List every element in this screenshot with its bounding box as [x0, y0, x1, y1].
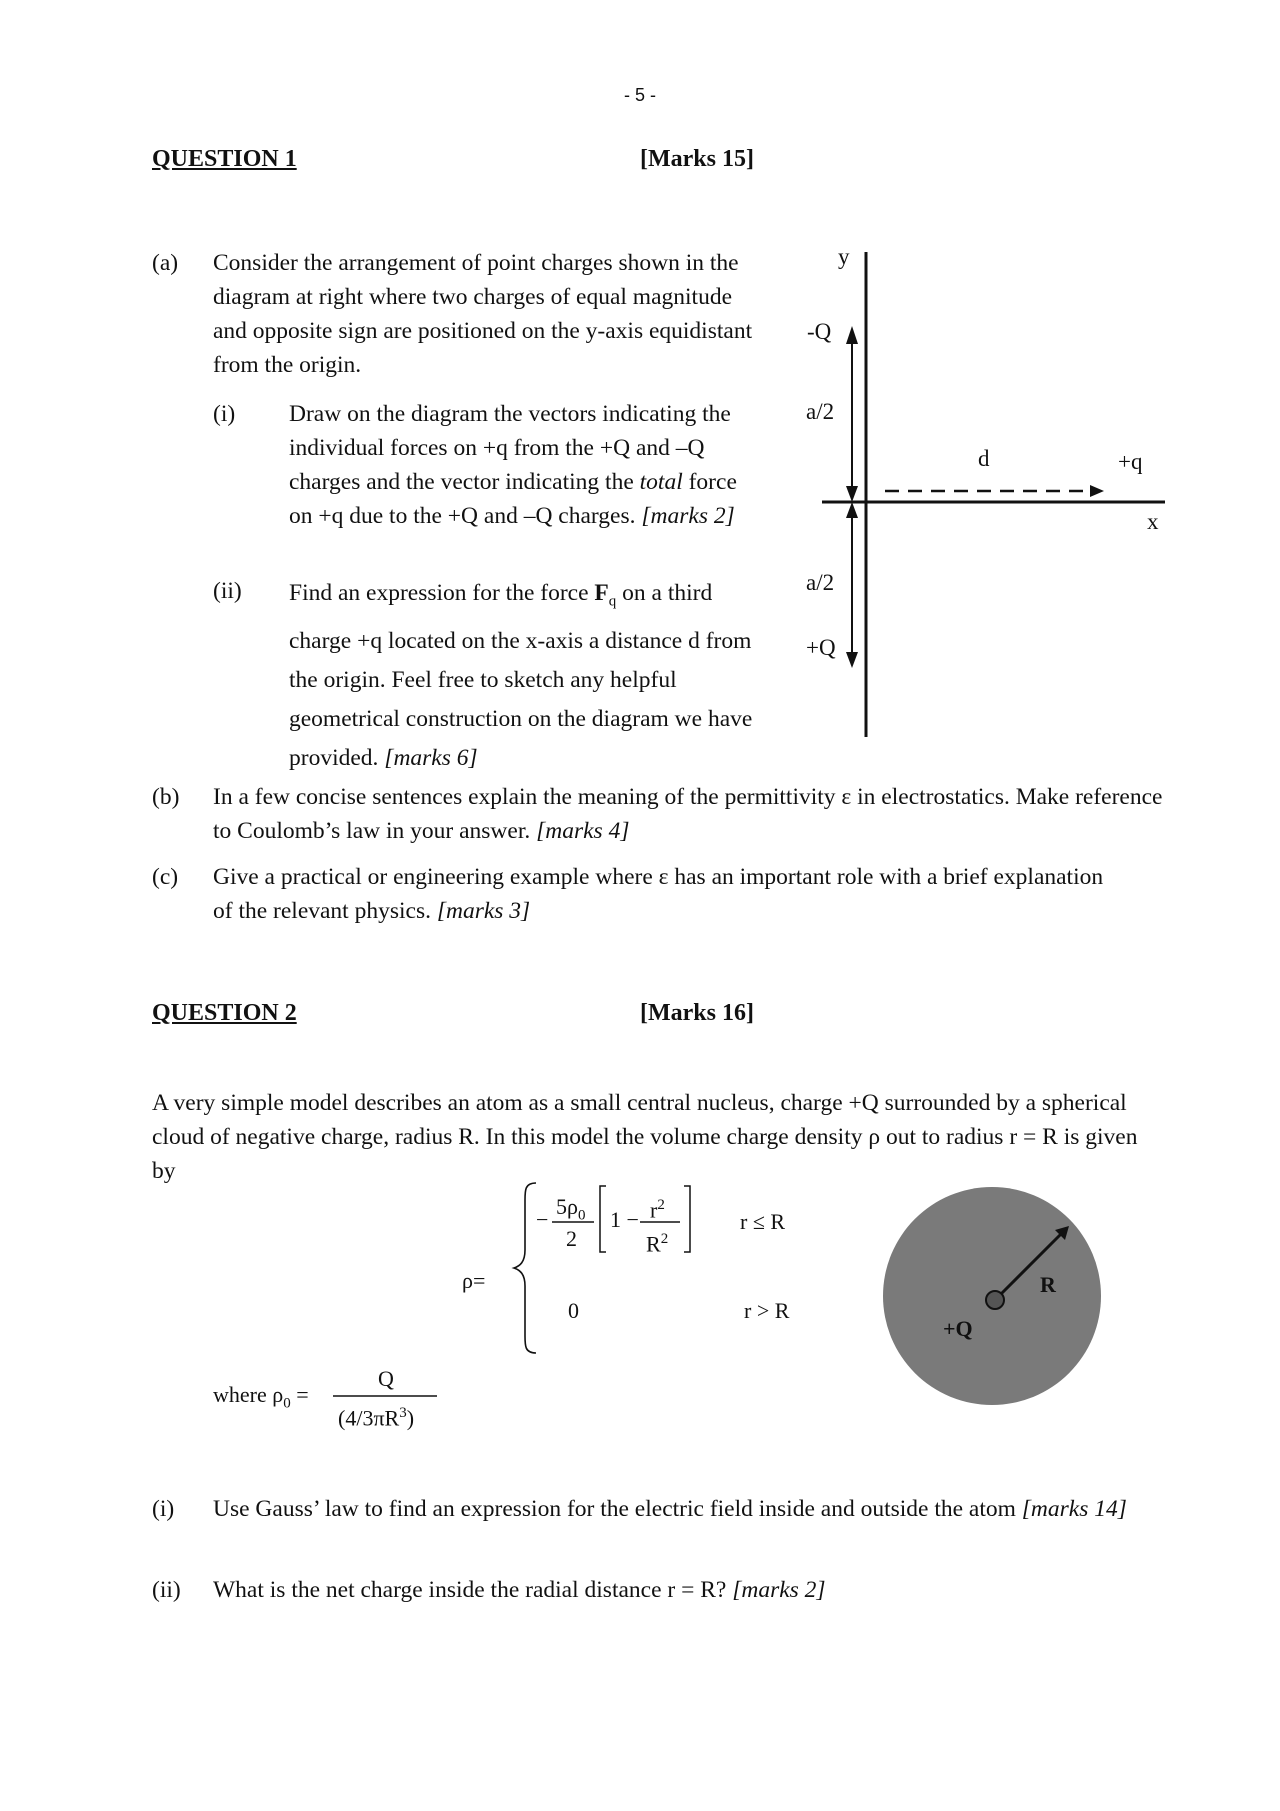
part-c-label: (c): [152, 864, 179, 890]
negative-charge-label: -Q: [807, 319, 832, 344]
positive-charge-label: +Q: [806, 635, 836, 660]
page-number: - 5 -: [623, 85, 656, 105]
part-b-text: In a few concise sentences explain the meaning of the permittivity ε in electrostatics. Make reference to Coulomb’s law in your answer. [marks 4]: [213, 784, 1163, 844]
y-axis-label: y: [838, 244, 850, 269]
question-2-title: QUESTION 2: [152, 1000, 297, 1026]
rho0-denominator: $(4/3\pi R^3)$: [338, 1405, 415, 1431]
test-charge-label: +q: [1118, 449, 1143, 474]
nucleus-label: +Q: [943, 1316, 973, 1341]
part-a-text: Consider the arrangement of point charges shown in the diagram at right where two charges of equal magnitude and opposite sign are positioned on the y-axis equidistant from the origin.: [213, 250, 753, 378]
one-minus: 1 −: [610, 1207, 639, 1232]
question-2-marks: [Marks 16]: [640, 1000, 754, 1026]
part-a-label: (a): [152, 250, 179, 276]
condition-outside: r > R: [744, 1298, 790, 1323]
part-a-ii-text: Find an expression for the force $F_q$ on a third charge +q located on the x-axis a distance d from the origin. Feel free to sketch any helpful geometrical construction on the diagram we have provided. [marks 6]: [289, 580, 753, 771]
condition-inside: r ≤ R: [740, 1209, 786, 1234]
q2-part-i-text: Use Gauss’ law to find an expression for the electric field inside and outside the atom [marks 14]: [213, 1496, 1127, 1522]
half-a-top-label: a/2: [806, 399, 835, 424]
question-1-marks: [Marks 15]: [640, 146, 754, 172]
where-rho0: where $\rho_0$ =: [213, 1382, 309, 1412]
distance-d-label: d: [978, 446, 990, 471]
radius-label: R: [1040, 1272, 1056, 1297]
coef-numerator: $5\rho_0$: [556, 1194, 586, 1224]
q2-part-ii-label: (ii): [152, 1577, 181, 1603]
R-squared: $R^2$: [646, 1231, 669, 1257]
q2-part-ii-text: What is the net charge inside the radial distance r = R? [marks 2]: [213, 1577, 826, 1603]
x-axis-label: x: [1147, 509, 1159, 534]
coef-denominator: 2: [566, 1226, 577, 1251]
minus-sign: −: [536, 1207, 549, 1232]
part-a-i-label: (i): [213, 401, 236, 427]
part-c-text: Give a practical or engineering example where ε has an important role with a brief explanation of the relevant physics. [marks 3]: [213, 864, 1104, 924]
question-1-title: QUESTION 1: [152, 146, 297, 172]
rho0-numerator: Q: [378, 1366, 394, 1391]
rho-lhs: ρ=: [462, 1268, 486, 1293]
part-b-label: (b): [152, 784, 180, 810]
r-squared: $r^2$: [650, 1197, 665, 1223]
part-a-ii-label: (ii): [213, 578, 242, 604]
half-a-bottom-label: a/2: [806, 570, 835, 595]
q2-part-i-label: (i): [152, 1496, 175, 1522]
zero-value: 0: [568, 1298, 579, 1323]
question-2-intro: A very simple model describes an atom as a small central nucleus, charge +Q surrounded by a spherical cloud of negative charge, radius R. In this model the volume charge density ρ out to radius r = R is given by: [152, 1090, 1138, 1184]
part-a-i-text: Draw on the diagram the vectors indicating the individual forces on +q from the +Q and –Q charges and the vector indicating the total force on +q due to the +Q and –Q charges. [marks 2]: [289, 401, 737, 529]
